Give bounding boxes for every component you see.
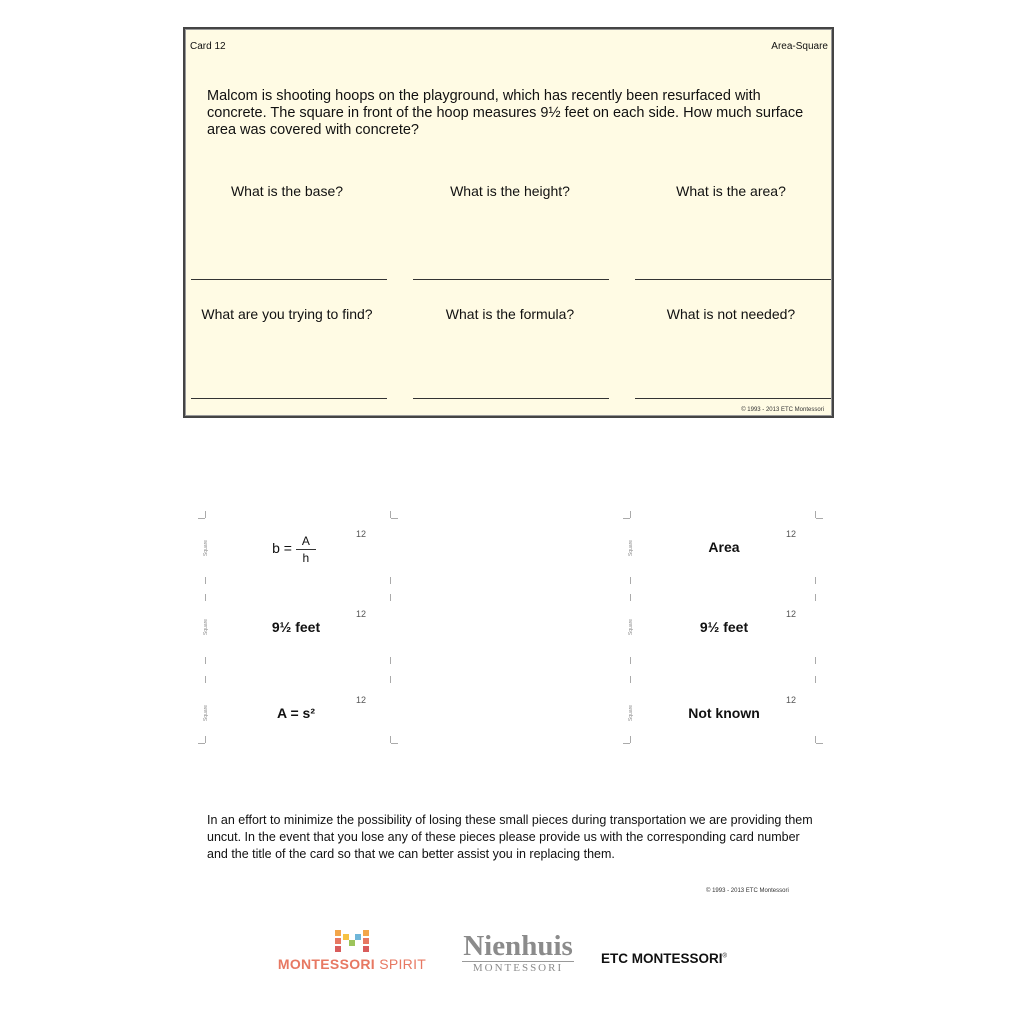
answer-line <box>413 279 609 280</box>
piece-side-label: Square <box>203 704 210 722</box>
piece-not-known: Not known <box>688 705 760 721</box>
piece-side-label: Square <box>203 618 210 636</box>
formula-prefix: b = <box>272 540 292 557</box>
question-find: What are you trying to find? <box>201 306 373 322</box>
formula-fraction <box>296 534 316 565</box>
piece-card-number: 12 <box>356 529 367 539</box>
piece-side-label: Square <box>628 539 635 557</box>
piece-card-number: 12 <box>356 609 367 619</box>
question-not-needed: What is not needed? <box>666 306 796 322</box>
word-problem: Malcom is shooting hoops on the playground, which has recently been resurfaced with concrete. The square in front of the hoop measures 9½ feet on each side. How much surface area was covered with concrete? <box>207 88 804 138</box>
piece-side-label: Square <box>628 704 635 722</box>
etc-montessori-text: ETC MONTESSORI <box>601 951 723 966</box>
piece-area: Area <box>708 539 740 555</box>
etc-montessori-logo <box>601 951 727 966</box>
montessori-spirit-text: SPIRIT <box>375 956 427 972</box>
card-category: Area-Square <box>771 41 828 52</box>
answer-line <box>413 398 609 399</box>
nienhuis-logo <box>462 932 574 974</box>
piece-card-number: 12 <box>786 529 797 539</box>
question-height: What is the height? <box>450 183 570 199</box>
question-base: What is the base? <box>230 183 344 199</box>
montessori-spirit-text-bold: MONTESSORI <box>277 956 375 972</box>
montessori-spirit-logo <box>266 930 438 974</box>
registered-mark: ® <box>722 953 727 960</box>
piece-side-label: Square <box>628 618 635 636</box>
montessori-spirit-mark-icon <box>335 930 369 952</box>
piece-side-length: 9½ feet <box>699 619 749 635</box>
piece-card-number: 12 <box>786 609 797 619</box>
fraction-numerator: A <box>296 534 316 550</box>
piece-formula-b <box>224 534 364 565</box>
answer-line <box>635 398 831 399</box>
piece-card-number: 12 <box>356 695 367 705</box>
fraction-denominator: h <box>302 551 310 565</box>
piece-side-length: 9½ feet <box>271 619 321 635</box>
question-area: What is the area? <box>676 183 786 199</box>
card-copyright: © 1993 - 2013 ETC Montessori <box>741 407 824 413</box>
piece-card-number: 12 <box>786 695 797 705</box>
page-copyright: © 1993 - 2013 ETC Montessori <box>706 888 789 894</box>
answer-line <box>191 279 387 280</box>
card-number: Card 12 <box>190 41 226 52</box>
answer-line <box>191 398 387 399</box>
nienhuis-name: Nienhuis <box>463 930 573 962</box>
answer-line <box>635 279 831 280</box>
task-card <box>183 27 834 418</box>
piece-area-formula: A = s² <box>277 705 315 721</box>
question-formula: What is the formula? <box>445 306 575 322</box>
piece-side-label: Square <box>203 539 210 557</box>
uncut-pieces-note: In an effort to minimize the possibility of losing these small pieces during transportation we are providing them uncut. In the event that you lose any of these pieces please provide us with the corresponding card number and the title of the card so that we can better assist you in replacing them. <box>207 813 813 861</box>
nienhuis-subtitle: MONTESSORI <box>462 961 574 974</box>
